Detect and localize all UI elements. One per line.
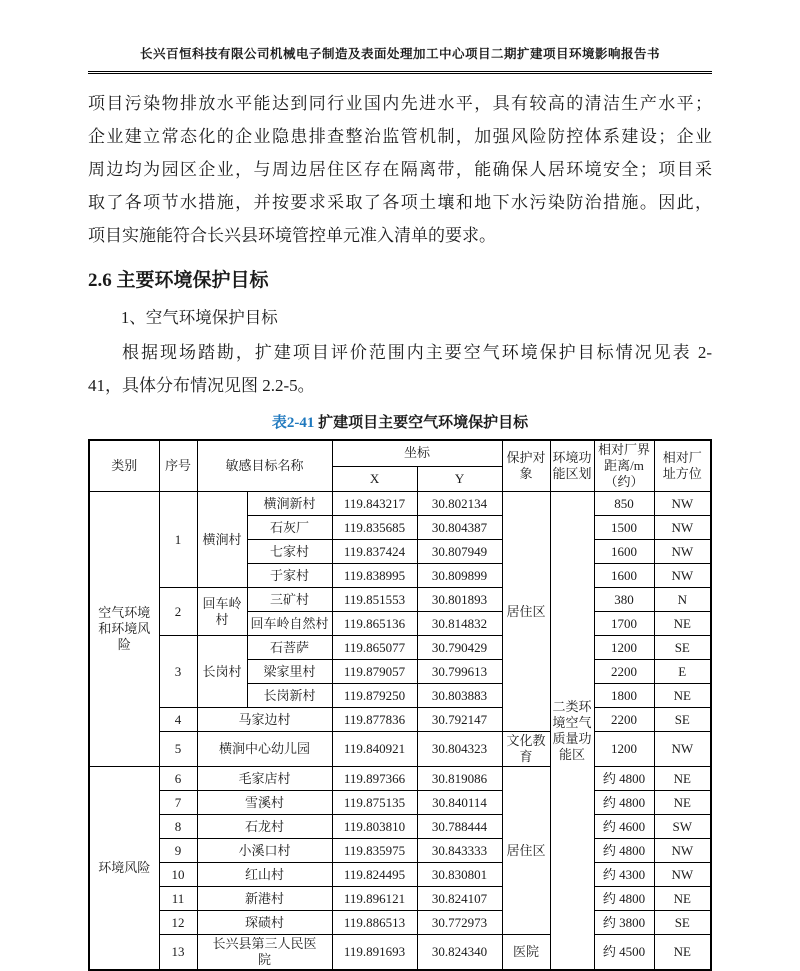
header-category: 类别 xyxy=(89,440,159,492)
cell-direction: NE xyxy=(654,612,711,636)
cell-direction: NW xyxy=(654,516,711,540)
cell-index: 1 xyxy=(159,492,197,588)
cell-name: 石龙村 xyxy=(197,815,332,839)
cell-x: 119.896121 xyxy=(332,887,417,911)
cell-y: 30.824340 xyxy=(417,935,502,971)
cell-name: 七家村 xyxy=(247,540,332,564)
table-header-row xyxy=(89,440,711,466)
table-row xyxy=(89,863,711,887)
cell-index: 10 xyxy=(159,863,197,887)
cell-direction: SE xyxy=(654,911,711,935)
cell-name: 长岗新村 xyxy=(247,684,332,708)
intro-paragraph xyxy=(88,87,712,252)
cell-distance: 1600 xyxy=(594,540,654,564)
cell-y: 30.772973 xyxy=(417,911,502,935)
cell-name: 横涧中心幼儿园 xyxy=(197,732,332,767)
paragraph-line: 取了各项节水措施，并按要求采取了各项土壤和地下水污染防治措施。因此， xyxy=(88,193,712,212)
cell-y: 30.807949 xyxy=(417,540,502,564)
cell-name: 三矿村 xyxy=(247,588,332,612)
cell-x: 119.835685 xyxy=(332,516,417,540)
cell-protect: 文化教育 xyxy=(502,732,550,767)
cell-x: 119.835975 xyxy=(332,839,417,863)
header-distance: 相对厂界距离/m（约） xyxy=(594,440,654,492)
header-direction: 相对厂址方位 xyxy=(654,440,711,492)
cell-y: 30.790429 xyxy=(417,636,502,660)
cell-x: 119.837424 xyxy=(332,540,417,564)
cell-category: 空气环境和环境风险 xyxy=(89,492,159,767)
cell-y: 30.792147 xyxy=(417,708,502,732)
cell-index: 7 xyxy=(159,791,197,815)
cell-protect: 医院 xyxy=(502,935,550,971)
cell-direction: NW xyxy=(654,492,711,516)
table-row xyxy=(89,935,711,971)
cell-distance: 1700 xyxy=(594,612,654,636)
cell-name: 马家边村 xyxy=(197,708,332,732)
cell-distance: 约 4800 xyxy=(594,791,654,815)
cell-index: 8 xyxy=(159,815,197,839)
cell-protect: 居住区 xyxy=(502,492,550,732)
cell-distance: 约 4800 xyxy=(594,767,654,791)
table-row xyxy=(89,911,711,935)
cell-distance: 约 4300 xyxy=(594,863,654,887)
table-row xyxy=(89,767,711,791)
cell-direction: E xyxy=(654,660,711,684)
paragraph-line: 项目污染物排放水平能达到同行业国内先进水平，具有较高的清洁生产水平； xyxy=(88,94,712,113)
cell-x: 119.877836 xyxy=(332,708,417,732)
cell-index: 2 xyxy=(159,588,197,636)
cell-direction: NW xyxy=(654,839,711,863)
cell-direction: NE xyxy=(654,767,711,791)
table-row xyxy=(89,839,711,863)
table-caption-label: 表2-41 xyxy=(271,415,315,431)
cell-x: 119.865077 xyxy=(332,636,417,660)
cell-y: 30.801893 xyxy=(417,588,502,612)
cell-y: 30.802134 xyxy=(417,492,502,516)
cell-y: 30.840114 xyxy=(417,791,502,815)
cell-x: 119.865136 xyxy=(332,612,417,636)
cell-distance: 约 4800 xyxy=(594,839,654,863)
paragraph-line: 企业建立常态化的企业隐患排查整治监管机制，加强风险防控体系建设；企业 xyxy=(88,127,712,146)
cell-x: 119.897366 xyxy=(332,767,417,791)
cell-index: 11 xyxy=(159,887,197,911)
cell-distance: 380 xyxy=(594,588,654,612)
header-x: X xyxy=(332,466,417,492)
header-coord: 坐标 xyxy=(332,440,502,466)
cell-x: 119.891693 xyxy=(332,935,417,971)
cell-index: 5 xyxy=(159,732,197,767)
cell-distance: 1200 xyxy=(594,732,654,767)
cell-name: 梁家里村 xyxy=(247,660,332,684)
document-header-title: 长兴百恒科技有限公司机械电子制造及表面处理加工中心项目二期扩建项目环境影响报告书 xyxy=(88,44,712,74)
cell-name xyxy=(197,935,332,971)
header-protect: 保护对象 xyxy=(502,440,550,492)
cell-x: 119.838995 xyxy=(332,564,417,588)
cell-index: 3 xyxy=(159,636,197,708)
cell-name-text: 长兴县第三人民医院 xyxy=(212,936,317,967)
cell-y: 30.809899 xyxy=(417,564,502,588)
cell-name: 石菩萨 xyxy=(247,636,332,660)
cell-name: 琛碛村 xyxy=(197,911,332,935)
cell-index: 6 xyxy=(159,767,197,791)
cell-x: 119.886513 xyxy=(332,911,417,935)
cell-distance: 1500 xyxy=(594,516,654,540)
cell-group-name: 回车岭村 xyxy=(197,588,247,636)
paragraph-line: 根据现场踏勘，扩建项目评价范围内主要空气环境保护目标情况见表 2- xyxy=(122,343,712,362)
table-caption xyxy=(88,411,712,432)
cell-x: 119.879057 xyxy=(332,660,417,684)
cell-y: 30.819086 xyxy=(417,767,502,791)
cell-y: 30.824107 xyxy=(417,887,502,911)
cell-distance: 1200 xyxy=(594,636,654,660)
cell-x: 119.851553 xyxy=(332,588,417,612)
cell-y: 30.803883 xyxy=(417,684,502,708)
cell-x: 119.824495 xyxy=(332,863,417,887)
cell-x: 119.803810 xyxy=(332,815,417,839)
cell-index: 12 xyxy=(159,911,197,935)
cell-direction: NW xyxy=(654,540,711,564)
table-row xyxy=(89,588,711,612)
cell-name: 横涧新村 xyxy=(247,492,332,516)
cell-name: 于家村 xyxy=(247,564,332,588)
table-row xyxy=(89,887,711,911)
cell-y: 30.804323 xyxy=(417,732,502,767)
cell-name: 雪溪村 xyxy=(197,791,332,815)
cell-name: 红山村 xyxy=(197,863,332,887)
header-index: 序号 xyxy=(159,440,197,492)
cell-index: 4 xyxy=(159,708,197,732)
cell-y: 30.804387 xyxy=(417,516,502,540)
cell-direction: NE xyxy=(654,791,711,815)
protection-targets-table xyxy=(88,439,712,971)
cell-y: 30.843333 xyxy=(417,839,502,863)
cell-direction: NE xyxy=(654,887,711,911)
table-row xyxy=(89,708,711,732)
table-row xyxy=(89,492,711,516)
cell-y: 30.814832 xyxy=(417,612,502,636)
cell-x: 119.879250 xyxy=(332,684,417,708)
table-row xyxy=(89,791,711,815)
header-name: 敏感目标名称 xyxy=(197,440,332,492)
cell-name: 小溪口村 xyxy=(197,839,332,863)
section-paragraph xyxy=(88,336,712,402)
cell-direction: NE xyxy=(654,684,711,708)
cell-distance: 约 4800 xyxy=(594,887,654,911)
cell-direction: NW xyxy=(654,732,711,767)
paragraph-line: 周边均为园区企业，与周边居住区存在隔离带，能确保人居环境安全；项目采 xyxy=(88,160,712,179)
cell-zone: 二类环境空气质量功能区 xyxy=(550,492,594,971)
cell-index: 13 xyxy=(159,935,197,971)
paragraph-line: 项目实施能符合长兴县环境管控单元准入清单的要求。 xyxy=(88,226,496,245)
table-caption-title: 扩建项目主要空气环境保护目标 xyxy=(318,415,529,431)
section-heading: 2.6 主要环境保护目标 xyxy=(88,270,269,291)
cell-name: 石灰厂 xyxy=(247,516,332,540)
cell-y: 30.788444 xyxy=(417,815,502,839)
header-zone: 环境功能区划 xyxy=(550,440,594,492)
cell-index: 9 xyxy=(159,839,197,863)
paragraph-line: 41，具体分布情况见图 2.2-5。 xyxy=(88,376,315,395)
cell-distance: 2200 xyxy=(594,660,654,684)
cell-x: 119.840921 xyxy=(332,732,417,767)
cell-direction: SW xyxy=(654,815,711,839)
cell-x: 119.875135 xyxy=(332,791,417,815)
cell-y: 30.830801 xyxy=(417,863,502,887)
cell-group-name: 横涧村 xyxy=(197,492,247,588)
cell-distance: 约 4500 xyxy=(594,935,654,971)
cell-distance: 1800 xyxy=(594,684,654,708)
cell-direction: NW xyxy=(654,564,711,588)
table-row xyxy=(89,815,711,839)
cell-y: 30.799613 xyxy=(417,660,502,684)
cell-direction: N xyxy=(654,588,711,612)
cell-group-name: 长岗村 xyxy=(197,636,247,708)
cell-name: 毛家店村 xyxy=(197,767,332,791)
cell-distance: 约 3800 xyxy=(594,911,654,935)
cell-direction: NW xyxy=(654,863,711,887)
cell-category: 环境风险 xyxy=(89,767,159,971)
cell-distance: 1600 xyxy=(594,564,654,588)
document-page xyxy=(88,0,712,971)
header-y: Y xyxy=(417,466,502,492)
cell-distance: 约 4600 xyxy=(594,815,654,839)
table-row xyxy=(89,732,711,767)
cell-x: 119.843217 xyxy=(332,492,417,516)
cell-direction: NE xyxy=(654,935,711,971)
cell-protect: 居住区 xyxy=(502,767,550,935)
cell-name: 回车岭自然村 xyxy=(247,612,332,636)
cell-distance: 850 xyxy=(594,492,654,516)
cell-direction: SE xyxy=(654,636,711,660)
cell-distance: 2200 xyxy=(594,708,654,732)
cell-name: 新港村 xyxy=(197,887,332,911)
section-subheading: 1、空气环境保护目标 xyxy=(121,308,278,327)
table-row xyxy=(89,636,711,660)
cell-direction: SE xyxy=(654,708,711,732)
